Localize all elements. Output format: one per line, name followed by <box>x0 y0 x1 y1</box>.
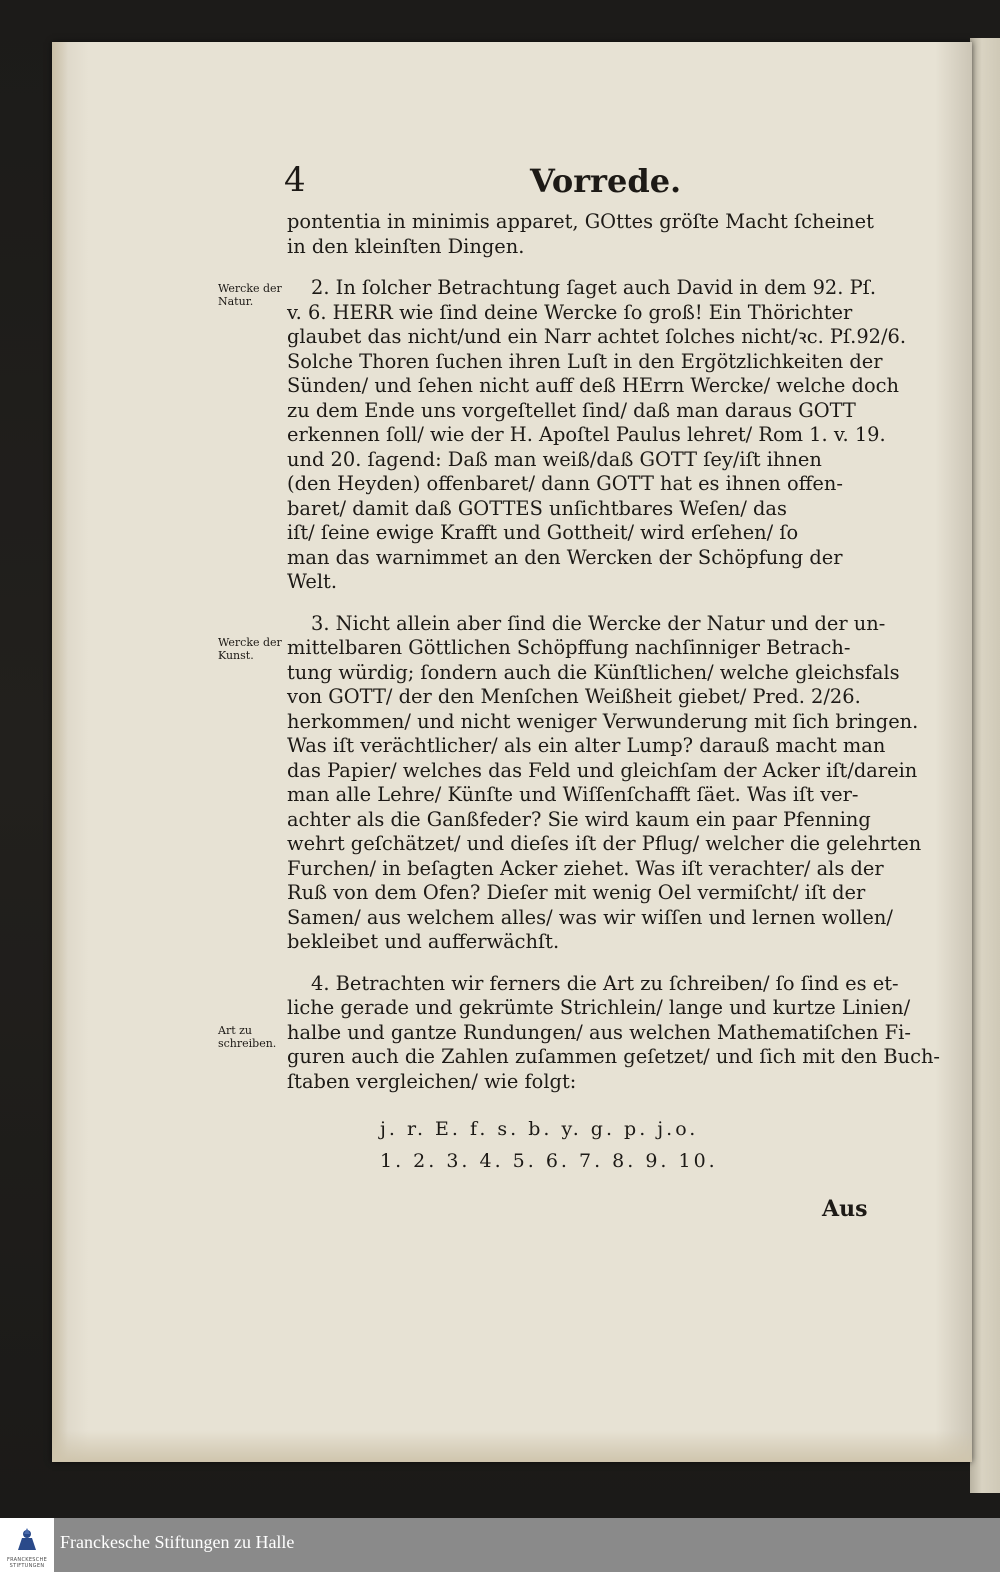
text-line: baret/ damit daß GOTTES unſichtbares Weſen/ das <box>287 496 787 520</box>
catchword: Aus <box>822 1196 868 1222</box>
page-number: 4 <box>284 160 306 200</box>
text-line: 4. Betrachten wir ferners die Art zu ſchreiben/ ſo ſind es et- <box>311 971 899 995</box>
text-line: mittelbaren Göttlichen Schöpffung nachſinniger Betrach- <box>287 636 851 659</box>
text-line: halbe und gantze Rundungen/ aus welchen Mathematiſchen Fi- <box>287 1020 911 1044</box>
text-line: glaubet das nicht/und ein Narr achtet ſolches nicht/ꝛc. Pſ.92/6. <box>287 325 907 348</box>
text-line: bekleibet und aufferwächſt. <box>287 930 560 953</box>
institution-logo[interactable] <box>0 1518 54 1572</box>
text-line: Solche Thoren ſuchen ihren Luſt in den Ergötzlichkeiten der <box>287 349 883 373</box>
institution-name[interactable]: Franckesche Stiftungen zu Halle <box>60 1532 295 1552</box>
margin-note-schreiben: Art zu schreiben. <box>218 1024 277 1050</box>
text-line: 3. Nicht allein aber ſind die Wercke der Natur und der un- <box>311 611 886 635</box>
text-line: zu dem Ende uns vorgeſtellet ſind/ daß man daraus GOTT <box>287 398 856 422</box>
margin-note-natur: Wercke der Natur. <box>218 282 282 308</box>
text-line: ſtaben vergleichen/ wie folgt: <box>287 1069 577 1093</box>
text-line: Welt. <box>287 570 337 593</box>
number-row: 1. 2. 3. 4. 5. 6. 7. 8. 9. 10. <box>380 1150 718 1172</box>
page-shadow-bottom <box>52 1430 972 1462</box>
text-line: pontentia in minimis apparet, GOttes gröſte Macht ſcheinet <box>287 210 874 233</box>
running-title: Vorrede. <box>530 162 682 200</box>
text-line: guren auch die Zahlen zuſammen geſetzet/ und ſich mit den Buch- <box>287 1045 940 1068</box>
text-line: herkommen/ und nicht weniger Verwunderung mit ſich bringen. <box>287 709 919 733</box>
text-line: iſt/ ſeine ewige Krafft und Gottheit/ wird erſehen/ ſo <box>287 521 799 544</box>
foundation-emblem-icon <box>14 1526 40 1552</box>
text-line: in den kleinſten Dingen. <box>287 234 525 258</box>
paragraph-1 <box>287 210 872 259</box>
paragraph-2 <box>287 276 907 595</box>
facing-page-edge <box>970 38 1000 1493</box>
text-line: Was iſt verächtlicher/ als ein alter Lump? darauß macht man <box>287 734 886 757</box>
text-line: Sünden/ und ſehen nicht auff deß HErrn Wercke/ welche doch <box>287 374 899 397</box>
text-line: v. 6. HERR wie ſind deine Wercke ſo groß! Ein Thörichter <box>287 300 853 324</box>
text-line: Samen/ aus welchem alles/ was wir wiſſen und lernen wollen/ <box>287 905 893 929</box>
paragraph-4 <box>287 971 940 1095</box>
text-line: erkennen ſoll/ wie der H. Apoſtel Paulus lehret/ Rom 1. v. 19. <box>287 423 886 446</box>
text-line: tung würdig; ſondern auch die Künſtlichen/ welche gleichsfals <box>287 660 900 684</box>
letter-row: j. r. E. f. s. b. y. g. p. j.o. <box>380 1118 699 1140</box>
text-line: man das warnimmet an den Wercken der Schöpfung der <box>287 545 843 569</box>
text-line: von GOTT/ der den Menſchen Weißheit giebet/ Pred. 2/26. <box>287 685 861 708</box>
text-line: (den Heyden) offenbaret/ dann GOTT hat es ihnen offen- <box>287 472 843 495</box>
text-line: liche gerade und gekrümte Strichlein/ lange und kurtze Linien/ <box>287 996 911 1019</box>
margin-note-kunst: Wercke der Kunst. <box>218 636 282 662</box>
text-line: Ruß von dem Ofen? Dieſer mit wenig Oel vermiſcht/ iſt der <box>287 881 866 904</box>
page-shadow-left <box>52 42 68 1462</box>
text-line: wehrt geſchätzet/ und dieſes iſt der Pflug/ welcher die gelehrten <box>287 832 922 855</box>
text-line: 2. In ſolcher Betrachtung ſaget auch David in dem 92. Pſ. <box>311 276 876 299</box>
body-text <box>287 210 940 1094</box>
text-line: und 20. ſagend: Daß man weiß/daß GOTT ſey/iſt ihnen <box>287 447 822 471</box>
footer-bar <box>0 1518 1000 1572</box>
logo-caption: FRANCKESCHE STIFTUNGEN <box>6 1557 48 1569</box>
paragraph-3 <box>287 611 922 955</box>
text-line: das Papier/ welches das Feld und gleichſam der Acker iſt/darein <box>287 758 918 782</box>
text-line: man alle Lehre/ Künſte und Wiſſenſchafft ſäet. Was iſt ver- <box>287 783 859 806</box>
text-line: achter als die Ganßfeder? Sie wird kaum ein paar Pfenning <box>287 807 871 831</box>
text-line: Furchen/ in beſagten Acker ziehet. Was iſt verachter/ als der <box>287 856 884 880</box>
